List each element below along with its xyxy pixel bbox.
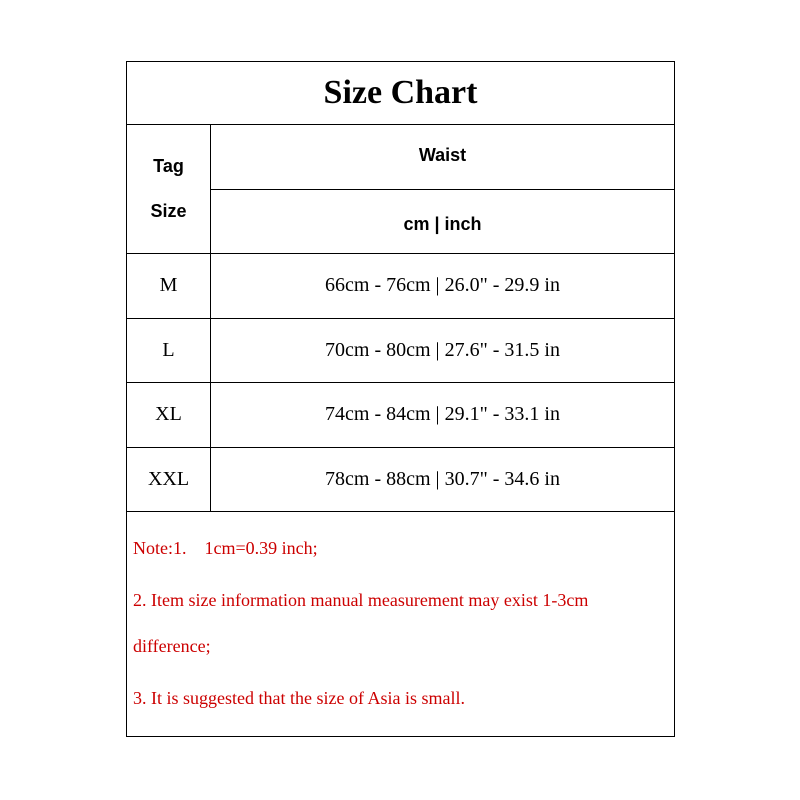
notes-section	[127, 512, 674, 736]
size-cell: XXL	[127, 448, 211, 512]
table-row	[127, 383, 674, 448]
tag-size-header-line1: Tag	[153, 156, 184, 176]
waist-cell: 78cm - 88cm | 30.7" - 34.6 in	[325, 467, 560, 490]
tag-size-header	[127, 125, 211, 254]
waist-cell: 66cm - 76cm | 26.0" - 29.9 in	[325, 274, 560, 297]
size-cell: M	[127, 254, 211, 318]
tag-size-header-line2: Size	[150, 201, 187, 221]
waist-cell: 74cm - 84cm | 29.1" - 33.1 in	[325, 403, 560, 426]
chart-title: Size Chart	[127, 62, 674, 125]
table-row	[127, 319, 674, 384]
table-row	[127, 448, 674, 513]
note-measurement-continued: difference;	[133, 636, 211, 656]
table-row	[127, 254, 674, 319]
waist-cell: 70cm - 80cm | 27.6" - 31.5 in	[325, 338, 560, 361]
size-cell: XL	[127, 383, 211, 447]
size-cell: L	[127, 319, 211, 383]
waist-header: Waist	[211, 125, 674, 190]
units-header: cm | inch	[211, 190, 674, 254]
note-measurement: 2. Item size information manual measurement may exist 1-3cm	[133, 590, 589, 610]
size-chart-table	[126, 61, 675, 737]
note-asia-size: 3. It is suggested that the size of Asia is small.	[133, 688, 465, 708]
note-conversion: Note:1. 1cm=0.39 inch;	[133, 538, 318, 558]
size-rows	[127, 254, 674, 512]
